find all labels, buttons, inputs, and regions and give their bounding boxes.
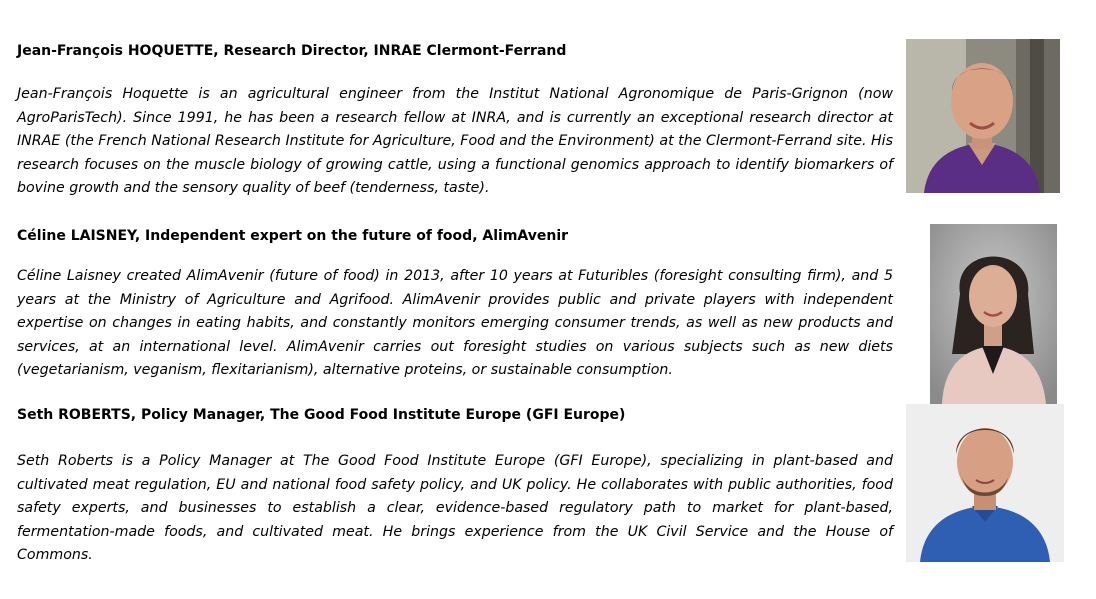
person-heading: Seth ROBERTS, Policy Manager, The Good Food Institute Europe (GFI Europe) xyxy=(17,407,626,423)
portrait-photo-hoquette xyxy=(906,39,1060,193)
person-heading: Céline LAISNEY, Independent expert on the future of food, AlimAvenir xyxy=(17,228,569,244)
person-bio: Seth Roberts is a Policy Manager at The Good Food Institute Europe (GFI Europe), specializing in plant-based and cultivated meat regulation, EU and national food safety policy, and UK policy. He collaborates with public authorities, food safety experts, and businesses to establish a clear, evidence-based regulatory path to market for plant-based, fermentation-made foods, and cultivated meat. He brings experience from the UK Civil Service and the House of Commons. xyxy=(17,453,893,563)
person-heading: Jean-François HOQUETTE, Research Director, INRAE Clermont-Ferrand xyxy=(17,43,567,59)
portrait-photo-roberts xyxy=(906,404,1064,562)
portrait-photo-laisney xyxy=(930,224,1057,404)
person-bio: Céline Laisney created AlimAvenir (future of food) in 2013, after 10 years at Futuribles (foresight consulting firm), and 5 years at the Ministry of Agriculture and Agrifood. AlimAvenir provides public and private players with independent expertise on changes in eating habits, and constantly monitors emerging consumer trends, as well as new products and services, at an international level. AlimAvenir carries out foresight studies on various subjects such as new diets (vegetarianism, veganism, flexitarianism), alternative proteins, or sustainable consumption. xyxy=(17,268,893,378)
person-bio: Jean-François Hoquette is an agricultural engineer from the Institut National Agronomique de Paris-Grignon (now AgroParisTech). Since 1991, he has been a research fellow at INRA, and is currently an exceptional research director at INRAE (the French National Research Institute for Agriculture, Food and the Environment) at the Clermont-Ferrand site. His research focuses on the muscle biology of growing cattle, using a functional genomics approach to identify biomarkers of bovine growth and the sensory quality of beef (tenderness, taste). xyxy=(17,86,893,196)
